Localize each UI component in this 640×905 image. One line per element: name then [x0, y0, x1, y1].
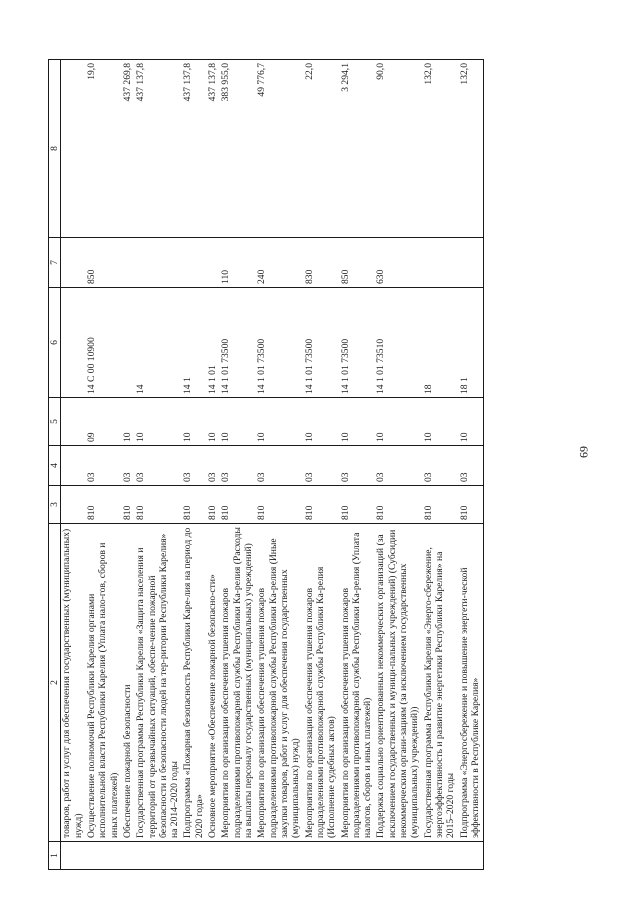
table-row	[375, 60, 422, 870]
row-number-cell	[182, 842, 207, 870]
subsection-code-cell: 10	[220, 398, 256, 446]
target-article-cell: 14 1 01 73500	[340, 288, 376, 398]
table-row	[86, 60, 122, 870]
amount-cell: 437 137,8	[207, 60, 220, 238]
table-row	[304, 60, 340, 870]
column-header: 1	[49, 842, 61, 870]
item-name-cell: Подпрограмма «Пожарная безопасность Республики Каре-лия на период до 2020 года»	[182, 524, 207, 842]
item-name-cell: Поддержка социально ориентированных некоммерческих организаций (за исключением государственных и муници-пальных учреждений) (Субсидии некоммерческим органи-зациям (за исключением государственных (муниципальных) учреждений))	[375, 524, 422, 842]
table-row	[122, 60, 135, 870]
ministry-code-cell: 810	[122, 486, 135, 524]
table-row	[220, 60, 256, 870]
section-code-cell	[61, 446, 86, 486]
amount-cell	[61, 60, 86, 238]
target-article-cell: 14 1 01 73500	[304, 288, 340, 398]
section-code-cell: 03	[135, 446, 182, 486]
subsection-code-cell: 09	[86, 398, 122, 446]
section-code-cell: 03	[375, 446, 422, 486]
amount-cell: 90,0	[375, 60, 422, 238]
subsection-code-cell: 10	[135, 398, 182, 446]
target-article-cell: 14	[135, 288, 182, 398]
target-article-cell: 14 С 00 10900	[86, 288, 122, 398]
expense-type-cell	[423, 238, 459, 288]
row-number-cell	[304, 842, 340, 870]
page-number: 69	[576, 446, 591, 458]
row-number-cell	[423, 842, 459, 870]
amount-cell: 437 137,8	[135, 60, 182, 238]
table-row	[340, 60, 376, 870]
subsection-code-cell: 10	[256, 398, 303, 446]
expense-type-cell: 850	[86, 238, 122, 288]
table-row	[423, 60, 459, 870]
column-header: 7	[49, 238, 61, 288]
item-name-cell: Обеспечение пожарной безопасности	[122, 524, 135, 842]
row-number-cell	[86, 842, 122, 870]
section-code-cell: 03	[256, 446, 303, 486]
table-row	[182, 60, 207, 870]
target-article-cell	[122, 288, 135, 398]
ministry-code-cell: 810	[256, 486, 303, 524]
subsection-code-cell: 10	[182, 398, 207, 446]
expense-type-cell	[122, 238, 135, 288]
subsection-code-cell	[61, 398, 86, 446]
amount-cell: 19,0	[86, 60, 122, 238]
table-row	[61, 60, 86, 870]
column-header: 6	[49, 288, 61, 398]
expense-type-cell	[61, 238, 86, 288]
target-article-cell: 14 1 01	[207, 288, 220, 398]
section-code-cell: 03	[423, 446, 459, 486]
ministry-code-cell: 810	[135, 486, 182, 524]
ministry-code-cell: 810	[86, 486, 122, 524]
item-name-cell: Мероприятия по организации обеспечения тушения пожаров подразделениями противопожарной службы Республики Ка-релия (Уплата налогов, сборов и иных платежей)	[340, 524, 376, 842]
section-code-cell: 03	[459, 446, 484, 486]
amount-cell: 383 955,0	[220, 60, 256, 238]
target-article-cell: 14 1	[182, 288, 207, 398]
item-name-cell: Мероприятия по организации обеспечения тушения пожаров подразделениями противопожарной службы Республики Ка-релия (Расходы на выплаты персоналу государственных (муниципальных) учреждений)	[220, 524, 256, 842]
table-row	[459, 60, 484, 870]
item-name-cell: Государственная программа Республики Карелия «Энерго-сбережение, энергоэффективность и развитие энергетики Республики Карелия» на 2015–2020 годы	[423, 524, 459, 842]
expense-type-cell	[207, 238, 220, 288]
row-number-cell	[122, 842, 135, 870]
ministry-code-cell: 810	[207, 486, 220, 524]
item-name-cell: Мероприятия по организации обеспечения тушения пожаров подразделениями противопожарной службы Республики Ка-релия (Иные закупки товаров, работ и услуг для обеспечения государственных (муниципальных) нужд)	[256, 524, 303, 842]
ministry-code-cell: 810	[304, 486, 340, 524]
ministry-code-cell: 810	[459, 486, 484, 524]
item-name-cell: Осуществление полномочий Республики Карелия органами исполнительной власти Республики Карелия (Уплата нало-гов, сборов и иных платежей)	[86, 524, 122, 842]
subsection-code-cell: 10	[340, 398, 376, 446]
row-number-cell	[207, 842, 220, 870]
ministry-code-cell: 810	[375, 486, 422, 524]
budget-table	[48, 59, 484, 870]
amount-cell: 437 269,8	[122, 60, 135, 238]
column-header: 2	[49, 524, 61, 842]
target-article-cell: 14 1 01 73500	[256, 288, 303, 398]
amount-cell: 132,0	[459, 60, 484, 238]
ministry-code-cell: 810	[340, 486, 376, 524]
item-name-cell: Мероприятия по организации обеспечения тушения пожаров подразделениями противопожарной службы Республики Ка-релия (Исполнение судебных актов)	[304, 524, 340, 842]
amount-cell: 437 137,8	[182, 60, 207, 238]
column-header: 5	[49, 398, 61, 446]
table-row	[207, 60, 220, 870]
section-code-cell: 03	[304, 446, 340, 486]
section-code-cell: 03	[207, 446, 220, 486]
target-article-cell	[61, 288, 86, 398]
row-number-cell	[135, 842, 182, 870]
target-article-cell: 18	[423, 288, 459, 398]
row-number-cell	[61, 842, 86, 870]
expense-type-cell: 110	[220, 238, 256, 288]
item-name-cell: Подпрограмма «Энергосбережение и повышение энергети-ческой эффективности в Республике Карелия»	[459, 524, 484, 842]
subsection-code-cell: 10	[122, 398, 135, 446]
item-name-cell: товаров, работ и услуг для обеспечения государственных (муниципальных) нужд)	[61, 524, 86, 842]
amount-cell: 22,0	[304, 60, 340, 238]
rotated-table-wrapper	[48, 60, 568, 870]
expense-type-cell: 850	[340, 238, 376, 288]
expense-type-cell	[459, 238, 484, 288]
row-number-cell	[220, 842, 256, 870]
expense-type-cell: 830	[304, 238, 340, 288]
subsection-code-cell: 10	[375, 398, 422, 446]
expense-type-cell	[135, 238, 182, 288]
target-article-cell: 14 1 01 73510	[375, 288, 422, 398]
row-number-cell	[340, 842, 376, 870]
target-article-cell: 18 1	[459, 288, 484, 398]
section-code-cell: 03	[122, 446, 135, 486]
ministry-code-cell: 810	[220, 486, 256, 524]
expense-type-cell	[182, 238, 207, 288]
column-header: 4	[49, 446, 61, 486]
section-code-cell: 03	[86, 446, 122, 486]
subsection-code-cell: 10	[459, 398, 484, 446]
expense-type-cell: 240	[256, 238, 303, 288]
row-number-cell	[375, 842, 422, 870]
subsection-code-cell: 10	[423, 398, 459, 446]
amount-cell: 49 776,7	[256, 60, 303, 238]
ministry-code-cell: 810	[423, 486, 459, 524]
ministry-code-cell: 810	[182, 486, 207, 524]
subsection-code-cell: 10	[304, 398, 340, 446]
section-code-cell: 03	[182, 446, 207, 486]
section-code-cell: 03	[220, 446, 256, 486]
row-number-cell	[459, 842, 484, 870]
row-number-cell	[256, 842, 303, 870]
item-name-cell: Основное мероприятие «Обеспечение пожарной безопасно-сти»	[207, 524, 220, 842]
amount-cell: 3 294,1	[340, 60, 376, 238]
amount-cell: 132,0	[423, 60, 459, 238]
table-row	[135, 60, 182, 870]
header-row	[49, 60, 61, 870]
column-header: 8	[49, 60, 61, 238]
section-code-cell: 03	[340, 446, 376, 486]
ministry-code-cell	[61, 486, 86, 524]
subsection-code-cell: 10	[207, 398, 220, 446]
expense-type-cell: 630	[375, 238, 422, 288]
target-article-cell: 14 1 01 73500	[220, 288, 256, 398]
column-header: 3	[49, 486, 61, 524]
item-name-cell: Государственная программа Республики Карелия «Защита населения и территорий от чрезвычайных ситуаций, обеспе-чение пожарной безопасности и безопасности людей на тер-ритории Республики Карелия» на 2014–2020 годы	[135, 524, 182, 842]
table-row	[256, 60, 303, 870]
